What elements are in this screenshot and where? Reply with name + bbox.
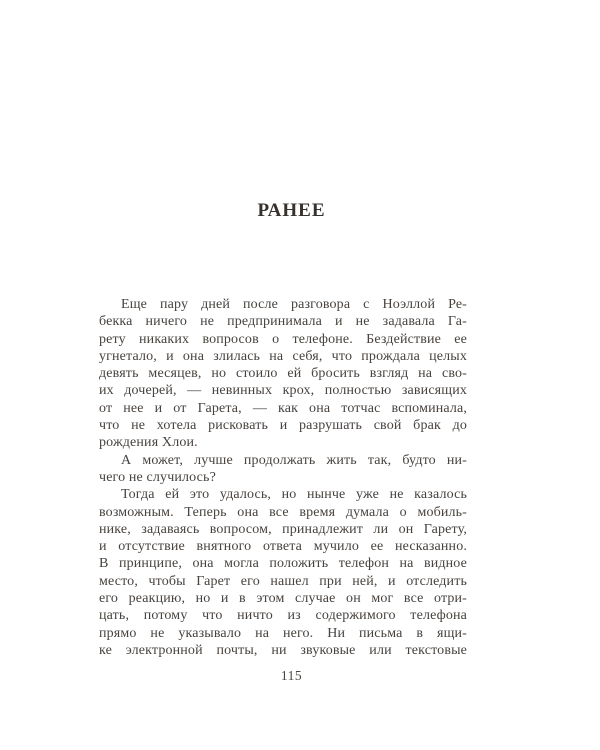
text-line: что не хотела рисковать и разрушать свой брак до: [99, 418, 467, 434]
text-line: от нее и от Гарета, — как она тотчас вспоминала,: [99, 400, 467, 416]
text-line: А может, лучше продолжать жить так, будто ни-: [121, 452, 467, 468]
text-line: рету никаких вопросов о телефоне. Бездействие ее: [99, 331, 467, 347]
text-line: В принципе, она могла положить телефон на видное: [99, 556, 467, 572]
text-line: рождения Хлои.: [99, 435, 198, 451]
text-line: нике, задаваясь вопросом, принадлежит ли он Гарету,: [99, 521, 467, 537]
paragraph: [99, 452, 467, 487]
text-line: чего не случилось?: [99, 469, 216, 485]
text-line: ке электронной почты, ни звуковые или текстовые: [99, 642, 467, 658]
paragraph: [99, 486, 467, 659]
text-line: Тогда ей это удалось, но нынче уже не казалось: [121, 487, 467, 503]
paragraph: [99, 296, 467, 452]
text-line: угнетало, и она злилась на себя, что прождала целых: [99, 348, 467, 364]
body-text: [99, 296, 467, 659]
text-line: и отсутствие внятного ответа мучило ее несказанно.: [99, 539, 467, 555]
text-line: возможным. Теперь она все время думала о мобиль-: [99, 504, 467, 520]
text-line: его реакцию, но и в этом случае он мог все отри-: [99, 591, 467, 607]
text-line: место, чтобы Гарет его нашел при ней, и отследить: [99, 573, 467, 589]
chapter-heading: РАНЕЕ: [257, 200, 326, 221]
text-line: их дочерей, — невинных крох, полностью зависящих: [99, 383, 467, 399]
page-number: 115: [280, 668, 303, 683]
text-line: бекка ничего не предпринимала и не задавала Га-: [99, 314, 467, 330]
text-line: прямо не указывало на него. Ни письма в ящи-: [99, 625, 467, 641]
text-line: цать, потому что ничто из содержимого телефона: [99, 608, 467, 624]
text-line: девять месяцев, но стоило ей бросить взгляд на сво-: [99, 366, 467, 382]
text-line: Еще пару дней после разговора с Ноэллой Ре-: [121, 297, 467, 312]
